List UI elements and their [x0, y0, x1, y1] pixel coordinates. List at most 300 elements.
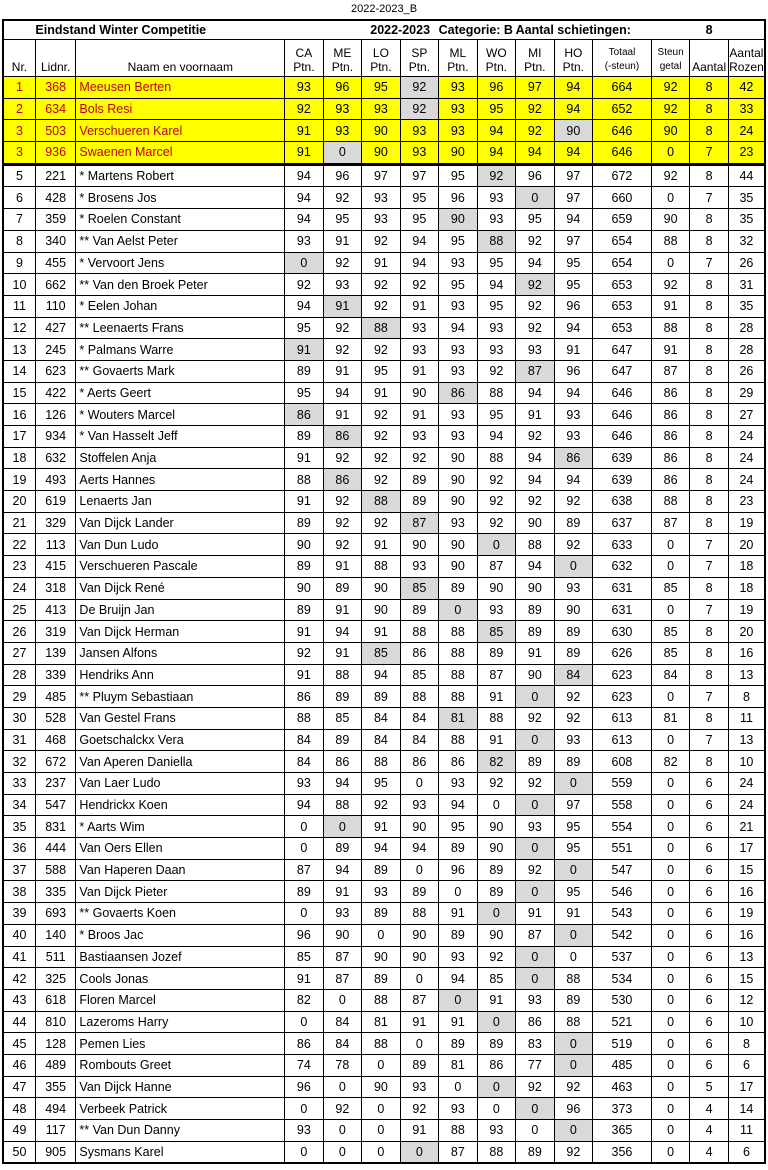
- table-cell: 93: [554, 729, 592, 751]
- table-cell: 85: [400, 664, 438, 686]
- table-cell: 554: [593, 816, 652, 838]
- table-cell: 89: [323, 838, 362, 860]
- table-cell: 85: [285, 946, 323, 968]
- table-cell: 653: [593, 317, 652, 339]
- table-cell: 94: [285, 295, 323, 317]
- table-cell: 559: [593, 773, 652, 795]
- table-cell: Verschueren Karel: [76, 120, 285, 142]
- table-cell: 0: [400, 968, 438, 990]
- table-row: [3, 664, 765, 686]
- table-cell: 95: [554, 881, 592, 903]
- table-cell: 39: [3, 903, 35, 925]
- table-cell: 24: [728, 469, 765, 491]
- table-cell: 93: [400, 556, 438, 578]
- table-cell: 90: [362, 142, 400, 165]
- table-cell: 88: [477, 447, 516, 469]
- table-cell: 89: [400, 469, 438, 491]
- table-cell: 21: [728, 816, 765, 838]
- table-row: [3, 729, 765, 751]
- table-cell: 7: [690, 187, 728, 209]
- table-cell: 90: [362, 946, 400, 968]
- table-row: [3, 577, 765, 599]
- table-cell: 444: [35, 838, 76, 860]
- table-cell: 89: [516, 621, 554, 643]
- table-cell: 86: [651, 447, 690, 469]
- table-cell: 551: [593, 838, 652, 860]
- table-cell: 93: [439, 295, 477, 317]
- table-cell: 0: [554, 556, 592, 578]
- table-cell: 44: [728, 164, 765, 187]
- table-row: [3, 903, 765, 925]
- table-cell: 8: [690, 360, 728, 382]
- table-cell: 90: [516, 664, 554, 686]
- table-cell: 0: [439, 989, 477, 1011]
- table-cell: 92: [477, 773, 516, 795]
- column-header-bottom: Ptn.: [408, 60, 431, 74]
- table-cell: 672: [35, 751, 76, 773]
- column-header: [651, 40, 690, 77]
- column-header-bottom: Ptn.: [562, 60, 585, 74]
- table-cell: 94: [477, 274, 516, 296]
- column-header-top: Steun: [657, 47, 684, 58]
- table-cell: 0: [400, 1033, 438, 1055]
- table-cell: 92: [516, 120, 554, 142]
- table-cell: 630: [593, 621, 652, 643]
- table-row: [3, 1098, 765, 1120]
- table-cell: 90: [439, 447, 477, 469]
- table-cell: 8: [690, 426, 728, 448]
- table-cell: 0: [362, 1141, 400, 1163]
- table-cell: 646: [593, 404, 652, 426]
- table-cell: Van Aperen Daniella: [76, 751, 285, 773]
- table-cell: 89: [323, 577, 362, 599]
- table-cell: 355: [35, 1076, 76, 1098]
- table-cell: * Brosens Jos: [76, 187, 285, 209]
- column-header: [516, 40, 554, 77]
- table-cell: 639: [593, 469, 652, 491]
- table-cell: 6: [690, 838, 728, 860]
- table-cell: 0: [651, 859, 690, 881]
- table-cell: 40: [3, 924, 35, 946]
- table-row: [3, 142, 765, 165]
- table-cell: 92: [323, 339, 362, 361]
- table-cell: 86: [651, 404, 690, 426]
- table-cell: 6: [690, 1033, 728, 1055]
- table-cell: 8: [690, 209, 728, 231]
- table-row: [3, 404, 765, 426]
- table-cell: * Van Hasselt Jeff: [76, 426, 285, 448]
- table-cell: 20: [728, 534, 765, 556]
- table-cell: 11: [728, 707, 765, 729]
- table-row: [3, 360, 765, 382]
- table-cell: 92: [362, 230, 400, 252]
- table-cell: 537: [593, 946, 652, 968]
- column-header: [439, 40, 477, 77]
- table-cell: 93: [323, 120, 362, 142]
- table-cell: 92: [516, 707, 554, 729]
- table-cell: 632: [593, 556, 652, 578]
- shots-label: Aantal schietingen:: [515, 23, 631, 37]
- table-cell: 35: [728, 295, 765, 317]
- season-label: 2022-2023: [370, 23, 431, 37]
- table-cell: 95: [516, 209, 554, 231]
- table-cell: 373: [593, 1098, 652, 1120]
- table-cell: Van Haperen Daan: [76, 859, 285, 881]
- table-cell: 89: [400, 1054, 438, 1076]
- table-cell: 47: [3, 1076, 35, 1098]
- table-cell: 83: [516, 1033, 554, 1055]
- table-cell: 35: [3, 816, 35, 838]
- table-cell: 33: [3, 773, 35, 795]
- table-cell: ** Van den Broek Peter: [76, 274, 285, 296]
- table-cell: 95: [285, 317, 323, 339]
- table-cell: 86: [554, 447, 592, 469]
- table-cell: Meeusen Berten: [76, 77, 285, 99]
- table-cell: 91: [400, 1011, 438, 1033]
- table-cell: ** Pluym Sebastiaan: [76, 686, 285, 708]
- table-cell: 94: [439, 317, 477, 339]
- table-cell: 86: [285, 686, 323, 708]
- table-cell: 91: [477, 989, 516, 1011]
- table-cell: 245: [35, 339, 76, 361]
- table-cell: 3: [3, 120, 35, 142]
- table-cell: 8: [690, 98, 728, 120]
- table-cell: 90: [439, 469, 477, 491]
- table-row: [3, 816, 765, 838]
- table-cell: 96: [554, 360, 592, 382]
- table-cell: 0: [477, 1098, 516, 1120]
- table-cell: 91: [362, 382, 400, 404]
- table-cell: 8: [690, 512, 728, 534]
- table-cell: 831: [35, 816, 76, 838]
- table-cell: 94: [516, 469, 554, 491]
- table-cell: 77: [516, 1054, 554, 1076]
- table-cell: 95: [439, 164, 477, 187]
- table-cell: 90: [362, 1076, 400, 1098]
- table-cell: 41: [3, 946, 35, 968]
- table-cell: 6: [690, 989, 728, 1011]
- table-cell: 91: [285, 621, 323, 643]
- table-cell: 6: [690, 1011, 728, 1033]
- table-cell: Cools Jonas: [76, 968, 285, 990]
- table-cell: 0: [554, 924, 592, 946]
- table-cell: Van Dijck Hanne: [76, 1076, 285, 1098]
- table-cell: 86: [400, 642, 438, 664]
- table-cell: 88: [439, 729, 477, 751]
- table-cell: 8: [690, 339, 728, 361]
- table-cell: 84: [400, 707, 438, 729]
- table-cell: 94: [362, 664, 400, 686]
- table-cell: 626: [593, 642, 652, 664]
- table-cell: 0: [651, 556, 690, 578]
- table-cell: 8: [728, 1033, 765, 1055]
- table-cell: 30: [3, 707, 35, 729]
- table-cell: 4: [690, 1141, 728, 1163]
- table-cell: 7: [690, 599, 728, 621]
- table-cell: 88: [323, 794, 362, 816]
- table-cell: 0: [554, 1033, 592, 1055]
- table-row: [3, 382, 765, 404]
- table-cell: 20: [728, 621, 765, 643]
- table-cell: 463: [593, 1076, 652, 1098]
- table-cell: 88: [362, 751, 400, 773]
- table-cell: 0: [651, 794, 690, 816]
- table-cell: 74: [285, 1054, 323, 1076]
- table-cell: 89: [285, 360, 323, 382]
- table-cell: * Vervoort Jens: [76, 252, 285, 274]
- table-cell: 93: [400, 1076, 438, 1098]
- table-row: [3, 621, 765, 643]
- table-cell: 95: [477, 252, 516, 274]
- table-cell: 13: [728, 664, 765, 686]
- table-cell: 0: [651, 1098, 690, 1120]
- table-cell: 13: [728, 729, 765, 751]
- table-cell: 7: [690, 142, 728, 165]
- table-row: [3, 339, 765, 361]
- table-cell: 90: [439, 209, 477, 231]
- table-cell: 8: [690, 404, 728, 426]
- table-cell: 94: [323, 621, 362, 643]
- table-cell: 82: [285, 989, 323, 1011]
- table-cell: 93: [285, 230, 323, 252]
- table-cell: * Palmans Warre: [76, 339, 285, 361]
- table-cell: 91: [516, 903, 554, 925]
- table-cell: 86: [516, 1011, 554, 1033]
- table-cell: 91: [439, 903, 477, 925]
- table-cell: 90: [400, 924, 438, 946]
- table-row: [3, 98, 765, 120]
- table-cell: 0: [554, 1120, 592, 1142]
- table-cell: 93: [362, 881, 400, 903]
- table-cell: 92: [651, 164, 690, 187]
- column-header-bottom: Aantal: [692, 60, 727, 74]
- table-cell: 81: [651, 707, 690, 729]
- table-cell: 88: [439, 1120, 477, 1142]
- table-cell: 0: [651, 838, 690, 860]
- table-cell: 93: [323, 98, 362, 120]
- table-cell: 91: [323, 599, 362, 621]
- table-cell: 44: [3, 1011, 35, 1033]
- table-cell: 93: [477, 599, 516, 621]
- table-cell: 92: [323, 534, 362, 556]
- table-cell: 92: [651, 77, 690, 99]
- table-cell: 43: [3, 989, 35, 1011]
- table-cell: 88: [651, 491, 690, 513]
- table-cell: 95: [477, 98, 516, 120]
- table-cell: 659: [593, 209, 652, 231]
- table-cell: Sysmans Karel: [76, 1141, 285, 1163]
- table-cell: 89: [285, 599, 323, 621]
- table-cell: 15: [728, 968, 765, 990]
- table-cell: Van Oers Ellen: [76, 838, 285, 860]
- table-cell: 0: [651, 903, 690, 925]
- table-cell: 0: [477, 903, 516, 925]
- table-cell: 86: [285, 1033, 323, 1055]
- table-cell: 0: [439, 881, 477, 903]
- table-cell: 94: [285, 187, 323, 209]
- column-header-top: WO: [486, 46, 507, 60]
- table-cell: 0: [323, 1076, 362, 1098]
- table-cell: 21: [3, 512, 35, 534]
- table-cell: 88: [323, 664, 362, 686]
- table-cell: 84: [554, 664, 592, 686]
- table-cell: 92: [323, 1098, 362, 1120]
- table-cell: 0: [651, 252, 690, 274]
- table-cell: 86: [400, 751, 438, 773]
- table-cell: 936: [35, 142, 76, 165]
- table-row: [3, 686, 765, 708]
- table-cell: 0: [554, 946, 592, 968]
- column-header: [35, 40, 76, 77]
- table-cell: ** Van Aelst Peter: [76, 230, 285, 252]
- table-cell: 84: [285, 729, 323, 751]
- table-cell: 92: [554, 686, 592, 708]
- table-cell: 95: [439, 816, 477, 838]
- table-row: [3, 881, 765, 903]
- table-cell: 0: [651, 599, 690, 621]
- table-cell: 0: [651, 968, 690, 990]
- table-cell: 339: [35, 664, 76, 686]
- table-cell: 94: [516, 556, 554, 578]
- table-cell: 647: [593, 360, 652, 382]
- table-cell: 0: [651, 1011, 690, 1033]
- column-header: [323, 40, 362, 77]
- table-cell: 0: [362, 924, 400, 946]
- table-cell: 87: [400, 512, 438, 534]
- table-cell: 93: [400, 142, 438, 165]
- table-cell: 92: [362, 404, 400, 426]
- table-cell: 0: [651, 773, 690, 795]
- table-cell: 86: [439, 751, 477, 773]
- table-cell: 90: [439, 142, 477, 165]
- table-cell: 631: [593, 599, 652, 621]
- table-cell: 92: [516, 426, 554, 448]
- column-header-top: HO: [564, 46, 583, 60]
- table-cell: * Aarts Wim: [76, 816, 285, 838]
- table-cell: 95: [323, 209, 362, 231]
- table-cell: 94: [285, 794, 323, 816]
- table-cell: 0: [323, 1141, 362, 1163]
- table-cell: 92: [400, 98, 438, 120]
- table-cell: 91: [362, 534, 400, 556]
- table-cell: 89: [516, 599, 554, 621]
- table-cell: 42: [728, 77, 765, 99]
- column-header-top: MI: [528, 46, 542, 60]
- table-cell: 92: [362, 512, 400, 534]
- table-cell: 0: [439, 1076, 477, 1098]
- table-cell: 6: [690, 773, 728, 795]
- table-cell: 92: [362, 469, 400, 491]
- table-cell: 90: [477, 924, 516, 946]
- table-cell: 91: [285, 339, 323, 361]
- table-cell: 8: [690, 230, 728, 252]
- table-cell: 89: [285, 881, 323, 903]
- table-row: [3, 946, 765, 968]
- table-cell: 6: [690, 924, 728, 946]
- table-cell: 95: [362, 773, 400, 795]
- table-cell: 126: [35, 404, 76, 426]
- table-cell: 89: [439, 577, 477, 599]
- table-cell: Goetschalckx Vera: [76, 729, 285, 751]
- table-cell: 94: [439, 794, 477, 816]
- table-cell: 90: [400, 382, 438, 404]
- table-cell: 91: [323, 404, 362, 426]
- table-cell: 631: [593, 577, 652, 599]
- table-cell: 16: [728, 924, 765, 946]
- table-cell: 0: [554, 859, 592, 881]
- table-cell: 89: [362, 903, 400, 925]
- table-cell: 8: [690, 751, 728, 773]
- table-cell: 93: [400, 794, 438, 816]
- table-cell: Van Dijck René: [76, 577, 285, 599]
- page-caption: 2022-2023_B: [350, 3, 418, 15]
- table-cell: 81: [439, 1054, 477, 1076]
- table-cell: 15: [728, 859, 765, 881]
- table-cell: 28: [728, 339, 765, 361]
- table-cell: 93: [554, 404, 592, 426]
- table-cell: 93: [323, 903, 362, 925]
- table-cell: 93: [323, 274, 362, 296]
- table-cell: 653: [593, 274, 652, 296]
- table-cell: 87: [323, 946, 362, 968]
- table-cell: 646: [593, 382, 652, 404]
- table-cell: 23: [3, 556, 35, 578]
- table-cell: 0: [285, 816, 323, 838]
- table-cell: 11: [728, 1120, 765, 1142]
- table-cell: 89: [554, 621, 592, 643]
- table-cell: 88: [477, 230, 516, 252]
- table-cell: 91: [516, 404, 554, 426]
- table-cell: 503: [35, 120, 76, 142]
- column-header-bottom: Lidnr.: [40, 60, 71, 74]
- shots-value: 8: [705, 23, 713, 37]
- table-cell: Van Gestel Frans: [76, 707, 285, 729]
- table-cell: 96: [554, 295, 592, 317]
- table-cell: 97: [554, 230, 592, 252]
- table-cell: 10: [728, 1011, 765, 1033]
- table-cell: 623: [593, 664, 652, 686]
- table-cell: 88: [439, 664, 477, 686]
- table-cell: 6: [690, 794, 728, 816]
- table-cell: 90: [439, 491, 477, 513]
- table-cell: 90: [362, 577, 400, 599]
- table-cell: 91: [362, 621, 400, 643]
- table-cell: 92: [516, 773, 554, 795]
- table-cell: 0: [516, 1098, 554, 1120]
- table-cell: 90: [516, 512, 554, 534]
- table-row: [3, 989, 765, 1011]
- table-cell: 0: [323, 142, 362, 165]
- table-cell: 94: [554, 98, 592, 120]
- table-cell: 89: [362, 686, 400, 708]
- table-cell: 94: [285, 209, 323, 231]
- table-row: [3, 556, 765, 578]
- table-cell: 4: [690, 1120, 728, 1142]
- table-cell: 646: [593, 426, 652, 448]
- table-cell: 92: [323, 317, 362, 339]
- table-cell: 42: [3, 968, 35, 990]
- table-cell: 85: [477, 621, 516, 643]
- table-row: [3, 838, 765, 860]
- table-cell: 0: [651, 686, 690, 708]
- table-cell: 92: [516, 230, 554, 252]
- table-cell: Stoffelen Anja: [76, 447, 285, 469]
- table-cell: 8: [690, 120, 728, 142]
- table-cell: 92: [651, 98, 690, 120]
- table-cell: 0: [651, 946, 690, 968]
- table-cell: 93: [554, 426, 592, 448]
- table-cell: 6: [728, 1054, 765, 1076]
